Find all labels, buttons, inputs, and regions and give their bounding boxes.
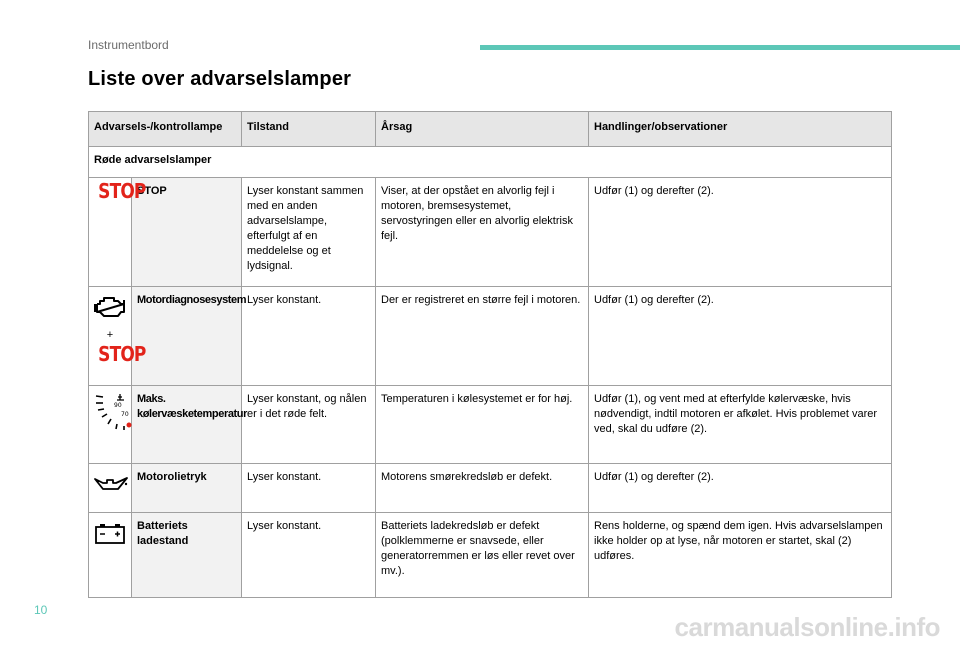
cause-text: Motorens smørekredsløb er defekt. (376, 464, 589, 513)
state-text: Lyser konstant. (242, 287, 376, 386)
header-accent-bar (480, 45, 960, 50)
section-label: Instrumentbord (88, 38, 169, 52)
icon-cell (89, 513, 132, 598)
lamp-name: Maks. kølervæsketemperatur (132, 386, 242, 464)
stop-icon: STOP (98, 179, 146, 203)
watermark: carmanualsonline.info (674, 612, 940, 642)
section-title: Røde advarselslamper (89, 147, 892, 178)
cause-text: Batteriets ladekredsløb er defekt (polklemmerne er snavsede, eller generatorremmen er løs eller revet over mv.). (376, 513, 589, 598)
section-row (89, 147, 892, 178)
cause-text: Der er registreret en større fejl i motoren. (376, 287, 589, 386)
page-title: Liste over advarselslamper (88, 68, 352, 90)
col-header-state: Tilstand (242, 112, 376, 147)
action-text: Udfør (1) og derefter (2). (589, 287, 892, 386)
lamp-name: Batteriets ladestand (132, 513, 242, 598)
table-row (89, 287, 892, 386)
battery-icon (94, 523, 126, 550)
warning-lamp-table (88, 111, 892, 598)
action-text: Udfør (1) og derefter (2). (589, 464, 892, 513)
icon-cell (89, 287, 146, 386)
action-text: Rens holderne, og spænd dem igen. Hvis advarselslampen ikke holder op at lyse, når motoren er startet, skal (2) udføres. (589, 513, 892, 598)
col-header-action: Handlinger/observationer (589, 112, 892, 147)
coolant-temperature-icon (94, 392, 132, 437)
icon-cell (89, 386, 132, 464)
plus-sign: + (106, 329, 114, 341)
lamp-name: Motorolietryk (132, 464, 242, 513)
oil-can-icon (94, 474, 128, 497)
action-text: Udfør (1), og vent med at efterfylde kølervæske, hvis nødvendigt, indtil motoren er afkølet. Hvis problemet varer ved, skal du udføre (2). (589, 386, 892, 464)
state-text: Lyser konstant sammen med en anden advarselslampe, efterfulgt af en meddelelse og et lydsignal. (242, 178, 376, 287)
action-text: Udfør (1) og derefter (2). (589, 178, 892, 287)
table-header-row (89, 112, 892, 147)
table-row (89, 386, 892, 464)
lamp-name: STOP (132, 178, 242, 287)
icon-cell (89, 178, 146, 287)
state-text: Lyser konstant. (242, 464, 376, 513)
cause-text: Viser, at der opstået en alvorlig fejl i motoren, bremsesystemet, servostyringen eller en alvorlig elektrisk fejl. (376, 178, 589, 287)
state-text: Lyser konstant. (242, 513, 376, 598)
table-row (89, 464, 892, 513)
gauge-label-90: 90 (114, 402, 122, 409)
col-header-lamp: Advarsels-/kontrollampe (89, 112, 242, 147)
engine-check-icon (94, 295, 128, 324)
lamp-name: Motordiagnosesystem (132, 287, 242, 386)
cause-text: Temperaturen i kølesystemet er for høj. (376, 386, 589, 464)
table-row (89, 513, 892, 598)
state-text: Lyser konstant, og nålen er i det røde felt. (242, 386, 376, 464)
stop-icon: STOP (98, 342, 146, 366)
table-row (89, 178, 892, 287)
gauge-label-70: 70 (121, 411, 129, 418)
icon-cell (89, 464, 132, 513)
page-number: 10 (34, 603, 48, 617)
col-header-cause: Årsag (376, 112, 589, 147)
